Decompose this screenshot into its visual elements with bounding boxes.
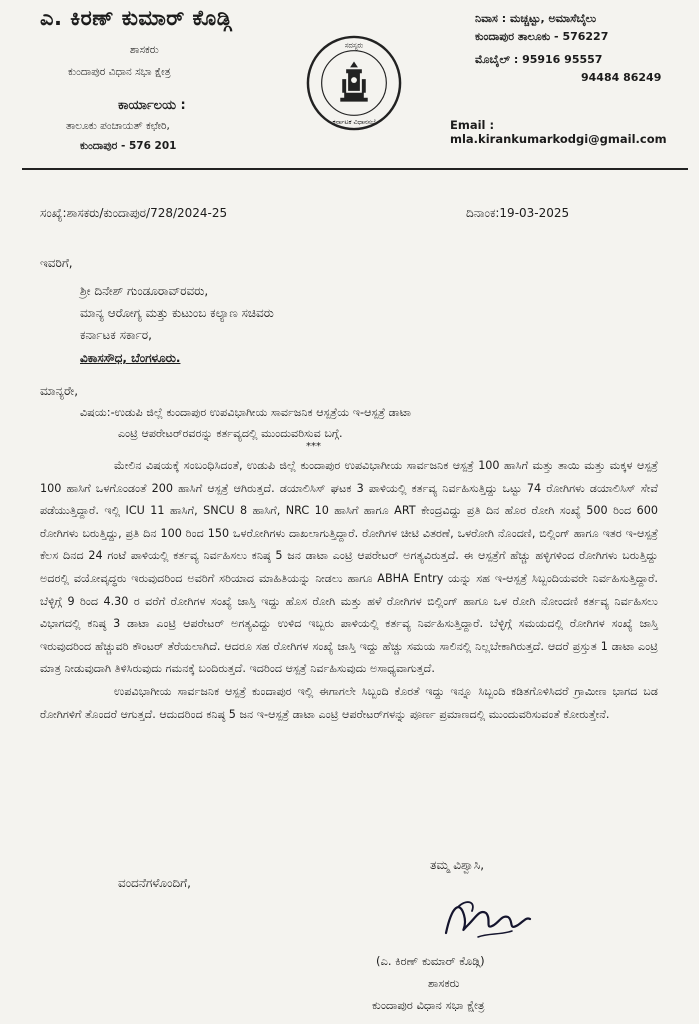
office-address-line2: ಕುಂದಾಪುರ - 576 201 xyxy=(80,140,177,152)
paragraph-1: ಮೇಲಿನ ವಿಷಯಕ್ಕೆ ಸಂಬಂಧಿಸಿದಂತೆ, ಉಡುಪಿ ಜಿಲ್ಲೆ ಕುಂದಾಪುರ ಉಪವಿಭಾಗೀಯ ಸಾರ್ವಜನಿಕ ಆಸ್ಪತ್ರೆ 100 ಹಾಸಿಗೆ ಮತ್ತು ತಾಯಿ ಮತ್ತು ಮಕ್ಕಳ ಆಸ್ಪತ್ರೆ 100 ಹಾಸಿಗೆ ಒಳಗೊಂಡಂತೆ 200 ಹಾಸಿಗೆ ಆಸ್ಪತ್ರೆ ಆಗಿರುತ್ತದೆ. ಡಯಾಲಿಸಿಸ್ ಘಟಕ 3 ಪಾಳಿಯಲ್ಲಿ ಕರ್ತವ್ಯ ನಿರ್ವಹಿಸುತ್ತಿದ್ದು ಒಟ್ಟು 74 ರೋಗಿಗಳು ಡಯಾಲಿಸಿಸ್ ಸೇವೆ ಪಡೆಯುತ್ತಿದ್ದಾರೆ. ಇಲ್ಲಿ ICU 11 ಹಾಸಿಗೆ, SNCU 8 ಹಾಸಿಗೆ, NRC 10 ಹಾಸಿಗೆ ಹಾಗೂ ART ಕೇಂದ್ರವಿದ್ದು ಪ್ರತಿ ದಿನ ಹೊರ ರೋಗಿ ಸಂಖ್ಯೆ 500 ರಿಂದ 600 ರೋಗಿಗಳು ಬರುತ್ತಿದ್ದು, ಪ್ರತಿ ದಿನ 100 ರಿಂದ 150 ಒಳರೋಗಿಗಳು ದಾಖಲಾಗುತ್ತಿದ್ದಾರೆ. ರೋಗಿಗಳ ಚೀಟಿ ವಿತರಣೆ, ಒಳರೋಗಿ ನೊಂದಣಿ, ಬಿಲ್ಲಿಂಗ್ ಹಾಗೂ ಇತರ ಇ-ಆಸ್ಪತ್ರೆ ಕೆಲಸ ದಿನದ 24 ಗಂಟೆ ಪಾಳಿಯಲ್ಲಿ ಕರ್ತವ್ಯ ನಿರ್ವಹಿಸಲು ಕನಿಷ್ಠ 5 ಜನ ಡಾಟಾ ಎಂಟ್ರಿ ಆಪರೇಟರ್ ಅಗತ್ಯವಿರುತ್ತದೆ. ಈ ಆಸ್ಪತ್ರೆಗೆ ಹೆಚ್ಚು ಹಳ್ಳಿಗಳಿಂದ ರೋಗಿಗಳು ಬರುತ್ತಿದ್ದು ಅದರಲ್ಲಿ ವಯೋವೃದ್ಧರು ಇರುವುದರಿಂದ ಅವರಿಗೆ ಸರಿಯಾದ ಮಾಹಿತಿಯನ್ನು ನೀಡಲು ಹಾಗೂ ABHA Entry ಯನ್ನು ಸಹ ಇ-ಆಸ್ಪತ್ರೆ ಸಿಬ್ಬಂದಿಯವರೇ ನಿರ್ವಹಿಸುತ್ತಿದ್ದಾರೆ. ಬೆಳ್ಳಿಗ್ಗೆ 9 ರಿಂದ 4.30 ರ ವರೆಗೆ ರೋಗಿಗಳ ಸಂಖ್ಯೆ ಜಾಸ್ತಿ ಇದ್ದು ಹೊಸ ರೋಗಿ ಮತ್ತು ಹಳೆ ರೋಗಿಗಳ ಬಿಲ್ಲಿಂಗ್ ಹಾಗೂ ಒಳ ರೋಗಿ ನೋಂದಣಿ ಕರ್ತವ್ಯ ನಿರ್ವಹಿಸಲು ವಿಭಾಗದಲ್ಲಿ ಕನಿಷ್ಠ 3 ಡಾಟಾ ಎಂಟ್ರಿ ಆಪರೇಟರ್ ಅಗತ್ಯವಿದ್ದು ಉಳಿದ ಇಬ್ಬರು ಪಾಳಿಯಲ್ಲಿ ಕರ್ತವ್ಯ ನಿರ್ವಹಿಸುತ್ತಿದ್ದಾರೆ. ಬೆಳ್ಳಿಗ್ಗೆ ಸಮಯದಲ್ಲಿ ರೋಗಿಗಳ ಸಂಖ್ಯೆ ಜಾಸ್ತಿ ಇರುವುದರಿಂದ ಹೆಚ್ಚುವರಿ ಕೌಂಟರ್ ತೆರೆಯಲಾಗಿದೆ. ಆದರೂ ಸಹ ರೋಗಿಗಳ ಸಂಖ್ಯೆ ಜಾಸ್ತಿ ಇದ್ದು ಹೆಚ್ಚು ಸಮಯ ಸಾಲಿನಲ್ಲಿ ನಿಲ್ಲಬೇಕಾಗಿರುತ್ತದೆ. ಆದರೆ ಪ್ರಸ್ತುತ 1 ಡಾಟಾ ಎಂಟ್ರಿ ಮಾತ್ರ ನೀಡುವುದಾಗಿ ತಿಳಿಸಿರುವುದು ಗಮನಕ್ಕೆ ಬಂದಿರುತ್ತದೆ. ಇದರಿಂದ ಆಸ್ಪತ್ರೆ ನಿರ್ವಹಿಸುವುದು ಅಸಾಧ್ಯವಾಗುತ್ತದೆ. xyxy=(40,459,658,676)
letter-body xyxy=(40,455,658,726)
letterhead-name: ಎ. ಕಿರಣ್ ಕುಮಾರ್ ಕೊಡ್ಗಿ xyxy=(40,6,232,30)
recipient-line1: ಶ್ರೀ ದಿನೇಶ್ ಗುಂಡೂರಾವ್‌ರವರು, xyxy=(80,284,209,298)
office-label: ಕಾರ್ಯಾಲಯ : xyxy=(118,98,186,113)
svg-text:ಸದಸ್ಯರು: ಸದಸ್ಯರು xyxy=(344,41,364,50)
recipient-line4: ವಿಕಾಸಸೌಧ, ಬೆಂಗಳೂರು. xyxy=(80,351,181,365)
karnataka-seal-icon xyxy=(305,34,403,132)
separator: *** xyxy=(306,441,321,452)
paragraph-2: ಉಪವಿಭಾಗೀಯ ಸಾರ್ವಜನಿಕ ಆಸ್ಪತ್ರೆ ಕುಂದಾಪುರ ಇಲ್ಲಿ ಈಗಾಗಲೇ ಸಿಬ್ಬಂದಿ ಕೊರತೆ ಇದ್ದು ಇನ್ನೂ ಸಿಬ್ಬಂದಿ ಕಡಿತಗೊಳಿಸಿದರೆ ಗ್ರಾಮೀಣ ಭಾಗದ ಬಡ ರೋಗಿಗಳಿಗೆ ತೊಂದರೆ ಆಗುತ್ತದೆ. ಆದುದರಿಂದ ಕನಿಷ್ಠ 5 ಜನ ಇ-ಆಸ್ಪತ್ರೆ ಡಾಟಾ ಎಂಟ್ರಿ ಆಪರೇಟರ್‌ಗಳನ್ನು ಪೂರ್ಣ ಪ್ರಮಾಣದಲ್ಲಿ ಮುಂದುವರಿಸುವಂತೆ ಕೋರುತ್ತೇನೆ. xyxy=(40,684,658,721)
office-address-line1: ತಾಲೂಕು ಪಂಚಾಯತ್ ಕಛೇರಿ, xyxy=(66,120,170,132)
thanks: ವಂದನೆಗಳೊಂದಿಗೆ, xyxy=(118,876,191,890)
letterhead-divider xyxy=(22,168,688,170)
residence-line2: ಕುಂದಾಪುರ ತಾಲೂಕು - 576227 xyxy=(475,30,609,43)
svg-text:ಕರ್ನಾಟಕ ವಿಧಾನಸಭೆ: ಕರ್ನಾಟಕ ವಿಧಾನಸಭೆ xyxy=(332,118,376,127)
reference-number: ಸಂಖ್ಯೆ:ಶಾಸಕರು/ಕುಂದಾಪುರ/728/2024-25 xyxy=(40,206,228,220)
salutation: ಮಾನ್ಯರೇ, xyxy=(40,384,79,398)
letterhead-constituency: ಕುಂದಾಪುರ ವಿಧಾನ ಸಭಾ ಕ್ಷೇತ್ರ xyxy=(68,66,171,78)
letterhead-title: ಶಾಸಕರು xyxy=(130,44,159,56)
to-label: ಇವರಿಗೆ, xyxy=(40,256,73,270)
handwritten-signature xyxy=(438,895,534,945)
recipient-line2: ಮಾನ್ಯ ಆರೋಗ್ಯ ಮತ್ತು ಕುಟುಂಬ ಕಲ್ಯಾಣ ಸಚಿವರು xyxy=(80,306,274,320)
recipient-line3: ಕರ್ನಾಟಕ ಸರ್ಕಾರ, xyxy=(80,328,152,342)
mobile-line2: 94484 86249 xyxy=(581,71,662,84)
letter-date: ದಿನಾಂಕ:19-03-2025 xyxy=(466,206,570,220)
sign-off: ತಮ್ಮ ವಿಶ್ವಾಸಿ, xyxy=(430,858,485,872)
subject-line2: ಎಂಟ್ರಿ ಆಪರೇಟರ್‌ರವರನ್ನು ಕರ್ತವ್ಯದಲ್ಲಿ ಮುಂದುವರಿಸುವ ಬಗ್ಗೆ. xyxy=(118,427,343,440)
signatory-name: (ಎ. ಕಿರಣ್ ಕುಮಾರ್ ಕೊಡ್ಗಿ) xyxy=(376,954,485,968)
mobile-line1: ಮೊಬೈಲ್ : 95916 95557 xyxy=(475,53,603,66)
email: Email : mla.kirankumarkodgi@gmail.com xyxy=(450,118,667,146)
residence-line1: ನಿವಾಸ : ಮಚ್ಚಟ್ಟು, ಅಮಾಸೆಬೈಲು xyxy=(475,12,597,25)
subject-line1: ವಿಷಯ:-ಉಡುಪಿ ಜಿಲ್ಲೆ ಕುಂದಾಪುರ ಉಪವಿಭಾಗೀಯ ಸಾರ್ವಜನಿಕ ಆಸ್ಪತ್ರೆಯ ಇ-ಆಸ್ಪತ್ರೆ ಡಾಟಾ xyxy=(80,406,412,419)
signatory-title: ಶಾಸಕರು xyxy=(428,976,460,990)
signatory-constituency: ಕುಂದಾಪುರ ವಿಧಾನ ಸಭಾ ಕ್ಷೇತ್ರ xyxy=(372,998,485,1012)
